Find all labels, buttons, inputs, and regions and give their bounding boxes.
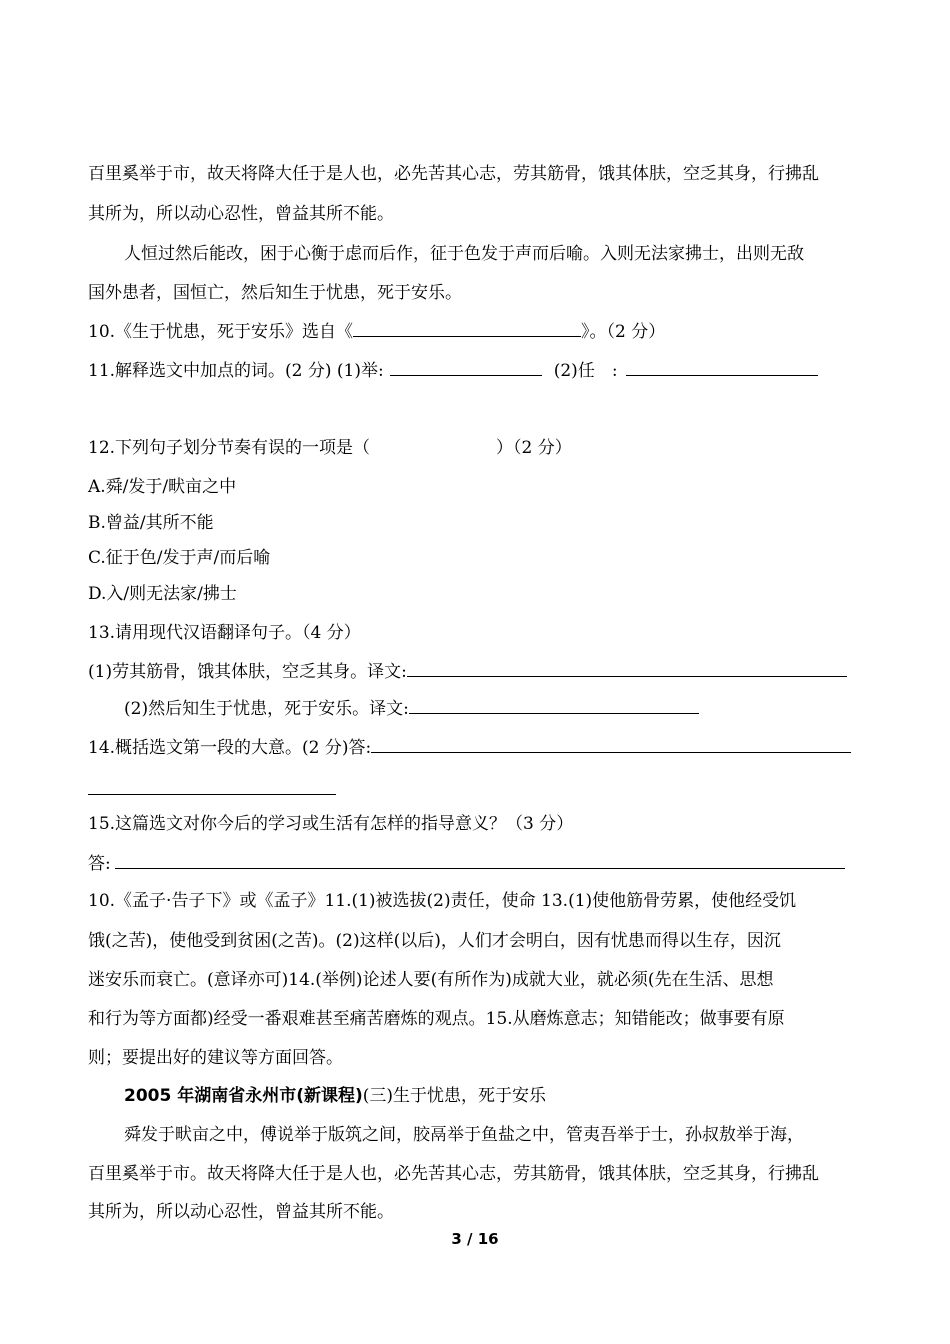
question-15-answer-prefix: 答: bbox=[88, 854, 111, 874]
question-13-2-prefix: (2)然后知生于忧患，死于安乐。译文: bbox=[124, 699, 409, 719]
question-14-prefix: 14.概括选文第一段的大意。(2 分)答: bbox=[88, 738, 372, 758]
answer-key-line: 10.《孟子·告子下》或《孟子》11.(1)被选拔(2)责任，使命 13.(1)使他筋骨劳累，使他经受饥 bbox=[88, 891, 797, 911]
passage-line: 国外患者，国恒亡，然后知生于忧患，死于安乐。 bbox=[88, 283, 462, 303]
answer-blank bbox=[407, 660, 847, 677]
question-13-1 bbox=[88, 660, 847, 683]
question-10-prefix: 10.《生于忧患，死于安乐》选自《 bbox=[88, 322, 354, 342]
question-10 bbox=[88, 320, 665, 343]
answer-blank bbox=[409, 697, 699, 714]
option-d: D.入/则无法家/拂士 bbox=[88, 584, 237, 604]
option-c: C.征于色/发于声/而后喻 bbox=[88, 548, 271, 568]
passage-line: 其所为，所以动心忍性，曾益其所不能。 bbox=[88, 1202, 394, 1222]
question-13-2 bbox=[124, 697, 699, 720]
question-11 bbox=[88, 359, 818, 382]
passage-line: 人恒过然后能改，困于心衡于虑而后作，征于色发于声而后喻。入则无法家拂士，出则无敌 bbox=[124, 244, 804, 264]
answer-blank bbox=[115, 852, 845, 869]
passage-line: 百里奚举于市，故天将降大任于是人也，必先苦其心志，劳其筋骨，饿其体肤，空乏其身，行拂乱 bbox=[88, 164, 819, 184]
passage-line: 百里奚举于市。故天将降大任于是人也，必先苦其心志，劳其筋骨，饿其体肤，空乏其身，行拂乱 bbox=[88, 1164, 819, 1184]
answer-blank bbox=[371, 736, 851, 753]
page-number: 3 / 16 bbox=[451, 1230, 499, 1248]
answer-blank bbox=[626, 359, 818, 376]
passage-line: 舜发于畎亩之中，傅说举于版筑之间，胶鬲举于鱼盐之中，管夷吾举于士，孙叔敖举于海， bbox=[124, 1125, 804, 1145]
option-a: A.舜/发于/畎亩之中 bbox=[88, 477, 237, 497]
section-heading-source: 2005 年湖南省永州市(新课程) bbox=[124, 1086, 363, 1106]
answer-blank bbox=[390, 359, 542, 376]
question-11-prefix: 11.解释选文中加点的词。(2 分) (1)举: bbox=[88, 361, 384, 381]
option-b: B.曾益/其所不能 bbox=[88, 513, 214, 533]
answer-blank bbox=[88, 794, 336, 795]
question-15-answer bbox=[88, 852, 845, 875]
answer-blank bbox=[353, 320, 581, 337]
answer-key-line: 迷安乐而衰亡。(意译亦可)14.(举例)论述人要(有所作为)成就大业，就必须(先在生活、思想 bbox=[88, 970, 774, 990]
question-12-suffix: ）（2 分） bbox=[496, 438, 572, 458]
answer-key-line: 和行为等方面都)经受一番艰难甚至痛苦磨炼的观点。15.从磨炼意志；知错能改；做事要有原 bbox=[88, 1009, 785, 1029]
passage-line: 其所为，所以动心忍性，曾益其所不能。 bbox=[88, 204, 394, 224]
question-14 bbox=[88, 736, 851, 759]
question-13-1-prefix: (1)劳其筋骨，饿其体肤，空乏其身。译文: bbox=[88, 662, 407, 682]
question-12-prefix: 12.下列句子划分节奏有误的一项是（ bbox=[88, 438, 371, 458]
section-heading-title: (三)生于忧患，死于安乐 bbox=[362, 1086, 547, 1106]
answer-key-line: 饿(之苦)，使他受到贫困(之苦)。(2)这样(以后)，人们才会明白，因有忧患而得以生存，因沉 bbox=[88, 931, 781, 951]
question-10-suffix: 》。（2 分） bbox=[581, 322, 666, 342]
question-11-middle: (2)任 : bbox=[553, 361, 618, 381]
question-13: 13.请用现代汉语翻译句子。（4 分） bbox=[88, 623, 361, 643]
section-heading bbox=[124, 1085, 546, 1107]
question-12 bbox=[88, 437, 572, 459]
answer-key-line: 则；要提出好的建议等方面回答。 bbox=[88, 1048, 343, 1068]
question-15: 15.这篇选文对你今后的学习或生活有怎样的指导意义？（3 分） bbox=[88, 814, 574, 834]
